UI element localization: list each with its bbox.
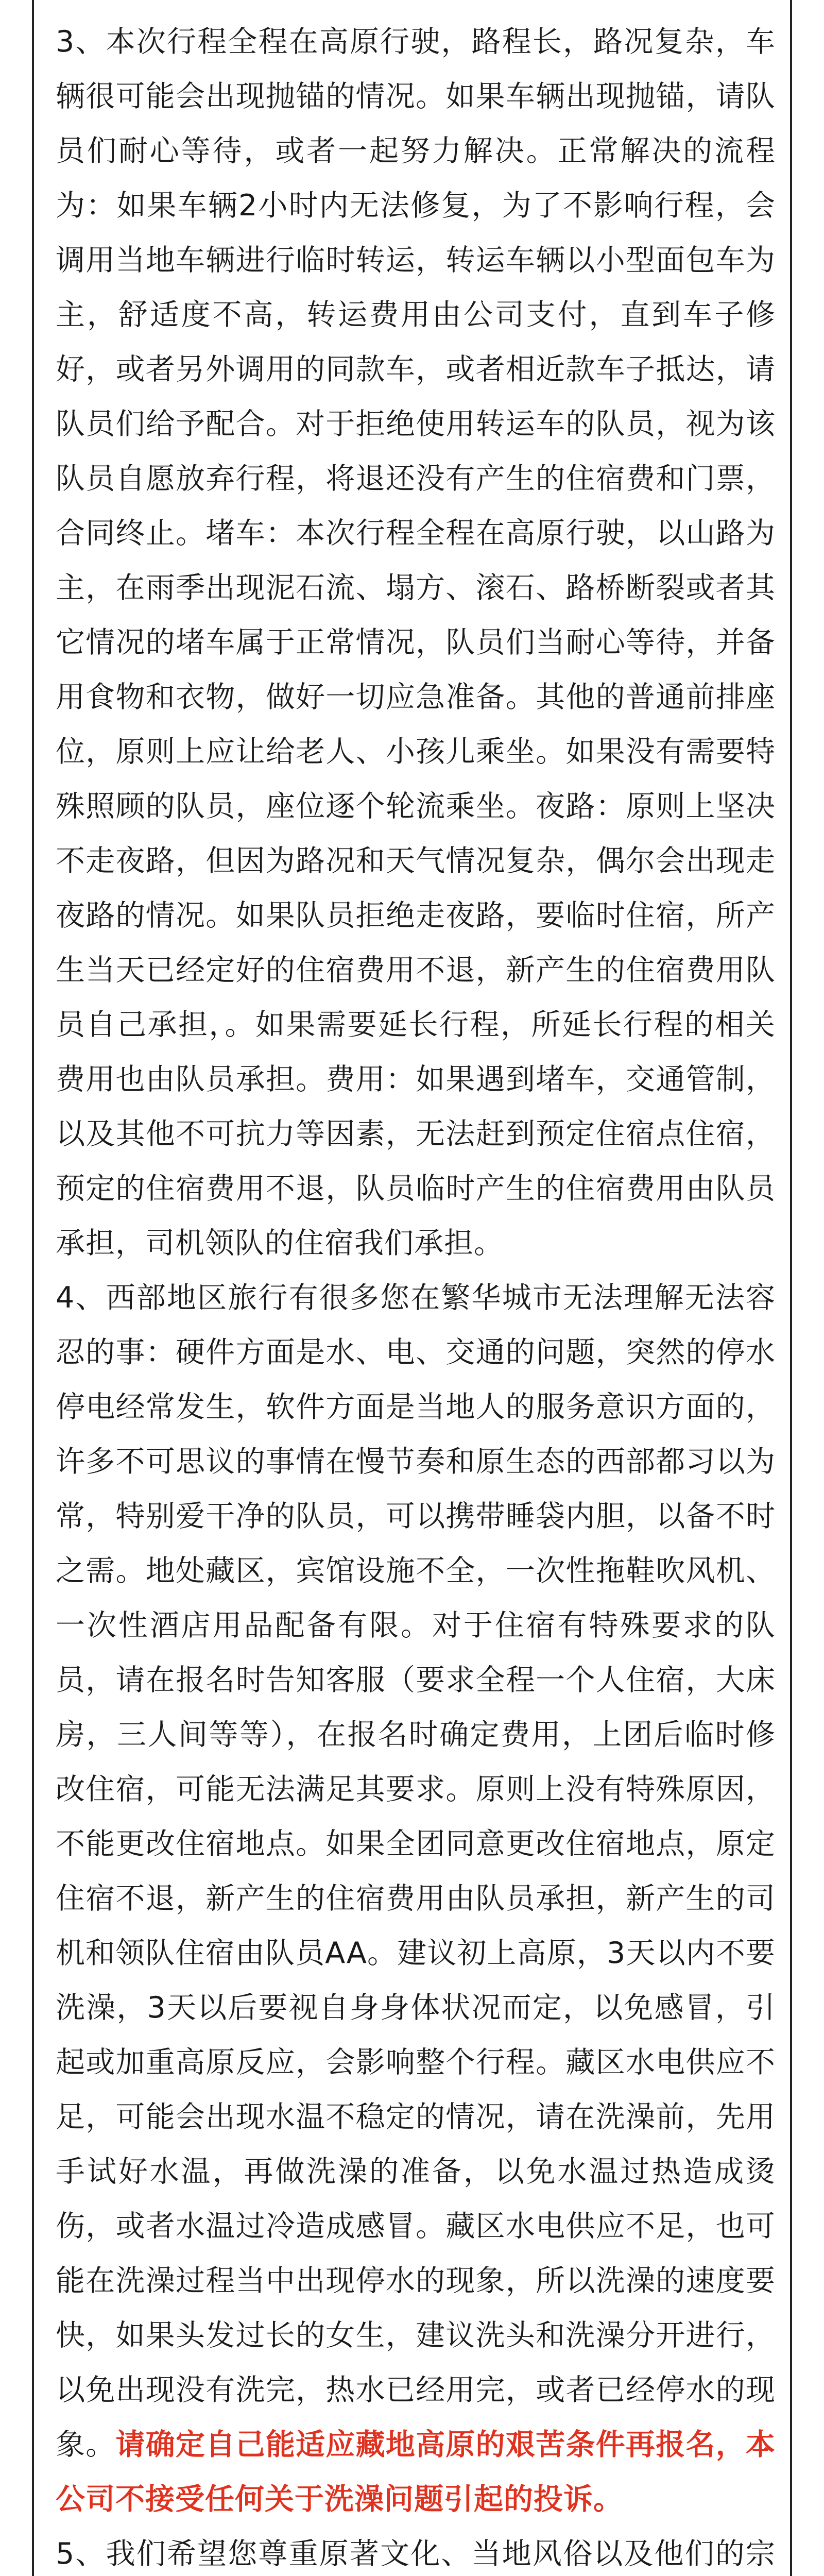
notice-content bbox=[56, 0, 776, 2576]
paragraph-4-text: 4、西部地区旅行有很多您在繁华城市无法理解无法容忍的事：硬件方面是水、电、交通的问题，突然的停水停电经常发生，软件方面是当地人的服务意识方面的，许多不可思议的事情在慢节奏和原生态的西部都习以为常，特别爱干净的队员，可以携带睡袋内胆，以备不时之需。地处藏区，宾馆设施不全，一次性拖鞋吹风机、一次性酒店用品配备有限。对于住宿有特殊要求的队员，请在报名时告知客服（要求全程一个人住宿，大床房，三人间等等），在报名时确定费用，上团后临时修改住宿，可能无法满足其要求。原则上没有特殊原因，不能更改住宿地点。如果全团同意更改住宿地点，原定住宿不退，新产生的住宿费用由队员承担，新产生的司机和领队住宿由队员AA。建议初上高原，3天以内不要洗澡，3天以后要视自身身体状况而定，以免感冒，引起或加重高原反应，会影响整个行程。藏区水电供应不足，可能会出现水温不稳定的情况，请在洗澡前，先用手试好水温，再做洗澡的准备，以免水温过热造成烫伤，或者水温过冷造成感冒。藏区水电供应不足，也可能在洗澡过程当中出现停水的现象，所以洗澡的速度要快，如果头发过长的女生，建议洗头和洗澡分开进行，以免出现没有洗完，热水已经用完，或者已经停水的现象。 bbox=[56, 1281, 776, 2462]
paragraph-3: 3、本次行程全程在高原行驶，路程长，路况复杂，车辆很可能会出现抛锚的情况。如果车辆出现抛锚，请队员们耐心等待，或者一起努力解决。正常解决的流程为：如果车辆2小时内无法修复，为了不影响行程，会调用当地车辆进行临时转运，转运车辆以小型面包车为主，舒适度不高，转运费用由公司支付，直到车子修好，或者另外调用的同款车，或者相近款车子抵达，请队员们给予配合。对于拒绝使用转运车的队员，视为该队员自愿放弃行程，将退还没有产生的住宿费和门票，合同终止。堵车：本次行程全程在高原行驶，以山路为主，在雨季出现泥石流、塌方、滚石、路桥断裂或者其它情况的堵车属于正常情况，队员们当耐心等待，并备用食物和衣物，做好一切应急准备。其他的普通前排座位，原则上应让给老人、小孩儿乘坐。如果没有需要特殊照顾的队员，座位逐个轮流乘坐。夜路：原则上坚决不走夜路，但因为路况和天气情况复杂，偶尔会出现走夜路的情况。如果队员拒绝走夜路，要临时住宿，所产生当天已经定好的住宿费用不退，新产生的住宿费用队员自己承担，。如果需要延长行程，所延长行程的相关费用也由队员承担。费用：如果遇到堵车，交通管制，以及其他不可抗力等因素，无法赶到预定住宿点住宿，预定的住宿费用不退，队员临时产生的住宿费用由队员承担，司机领队的住宿我们承担。 bbox=[56, 25, 776, 1260]
paragraph-5: 5、我们希望您尊重原著文化、当地风俗以及他们的宗 bbox=[56, 2537, 776, 2571]
bathing-complaint-warning: 请确定自己能适应藏地高原的艰苦条件再报名，本公司不接受任何关于洗澡问题引起的投诉。 bbox=[56, 2428, 776, 2516]
paragraph-4 bbox=[56, 1270, 776, 2527]
